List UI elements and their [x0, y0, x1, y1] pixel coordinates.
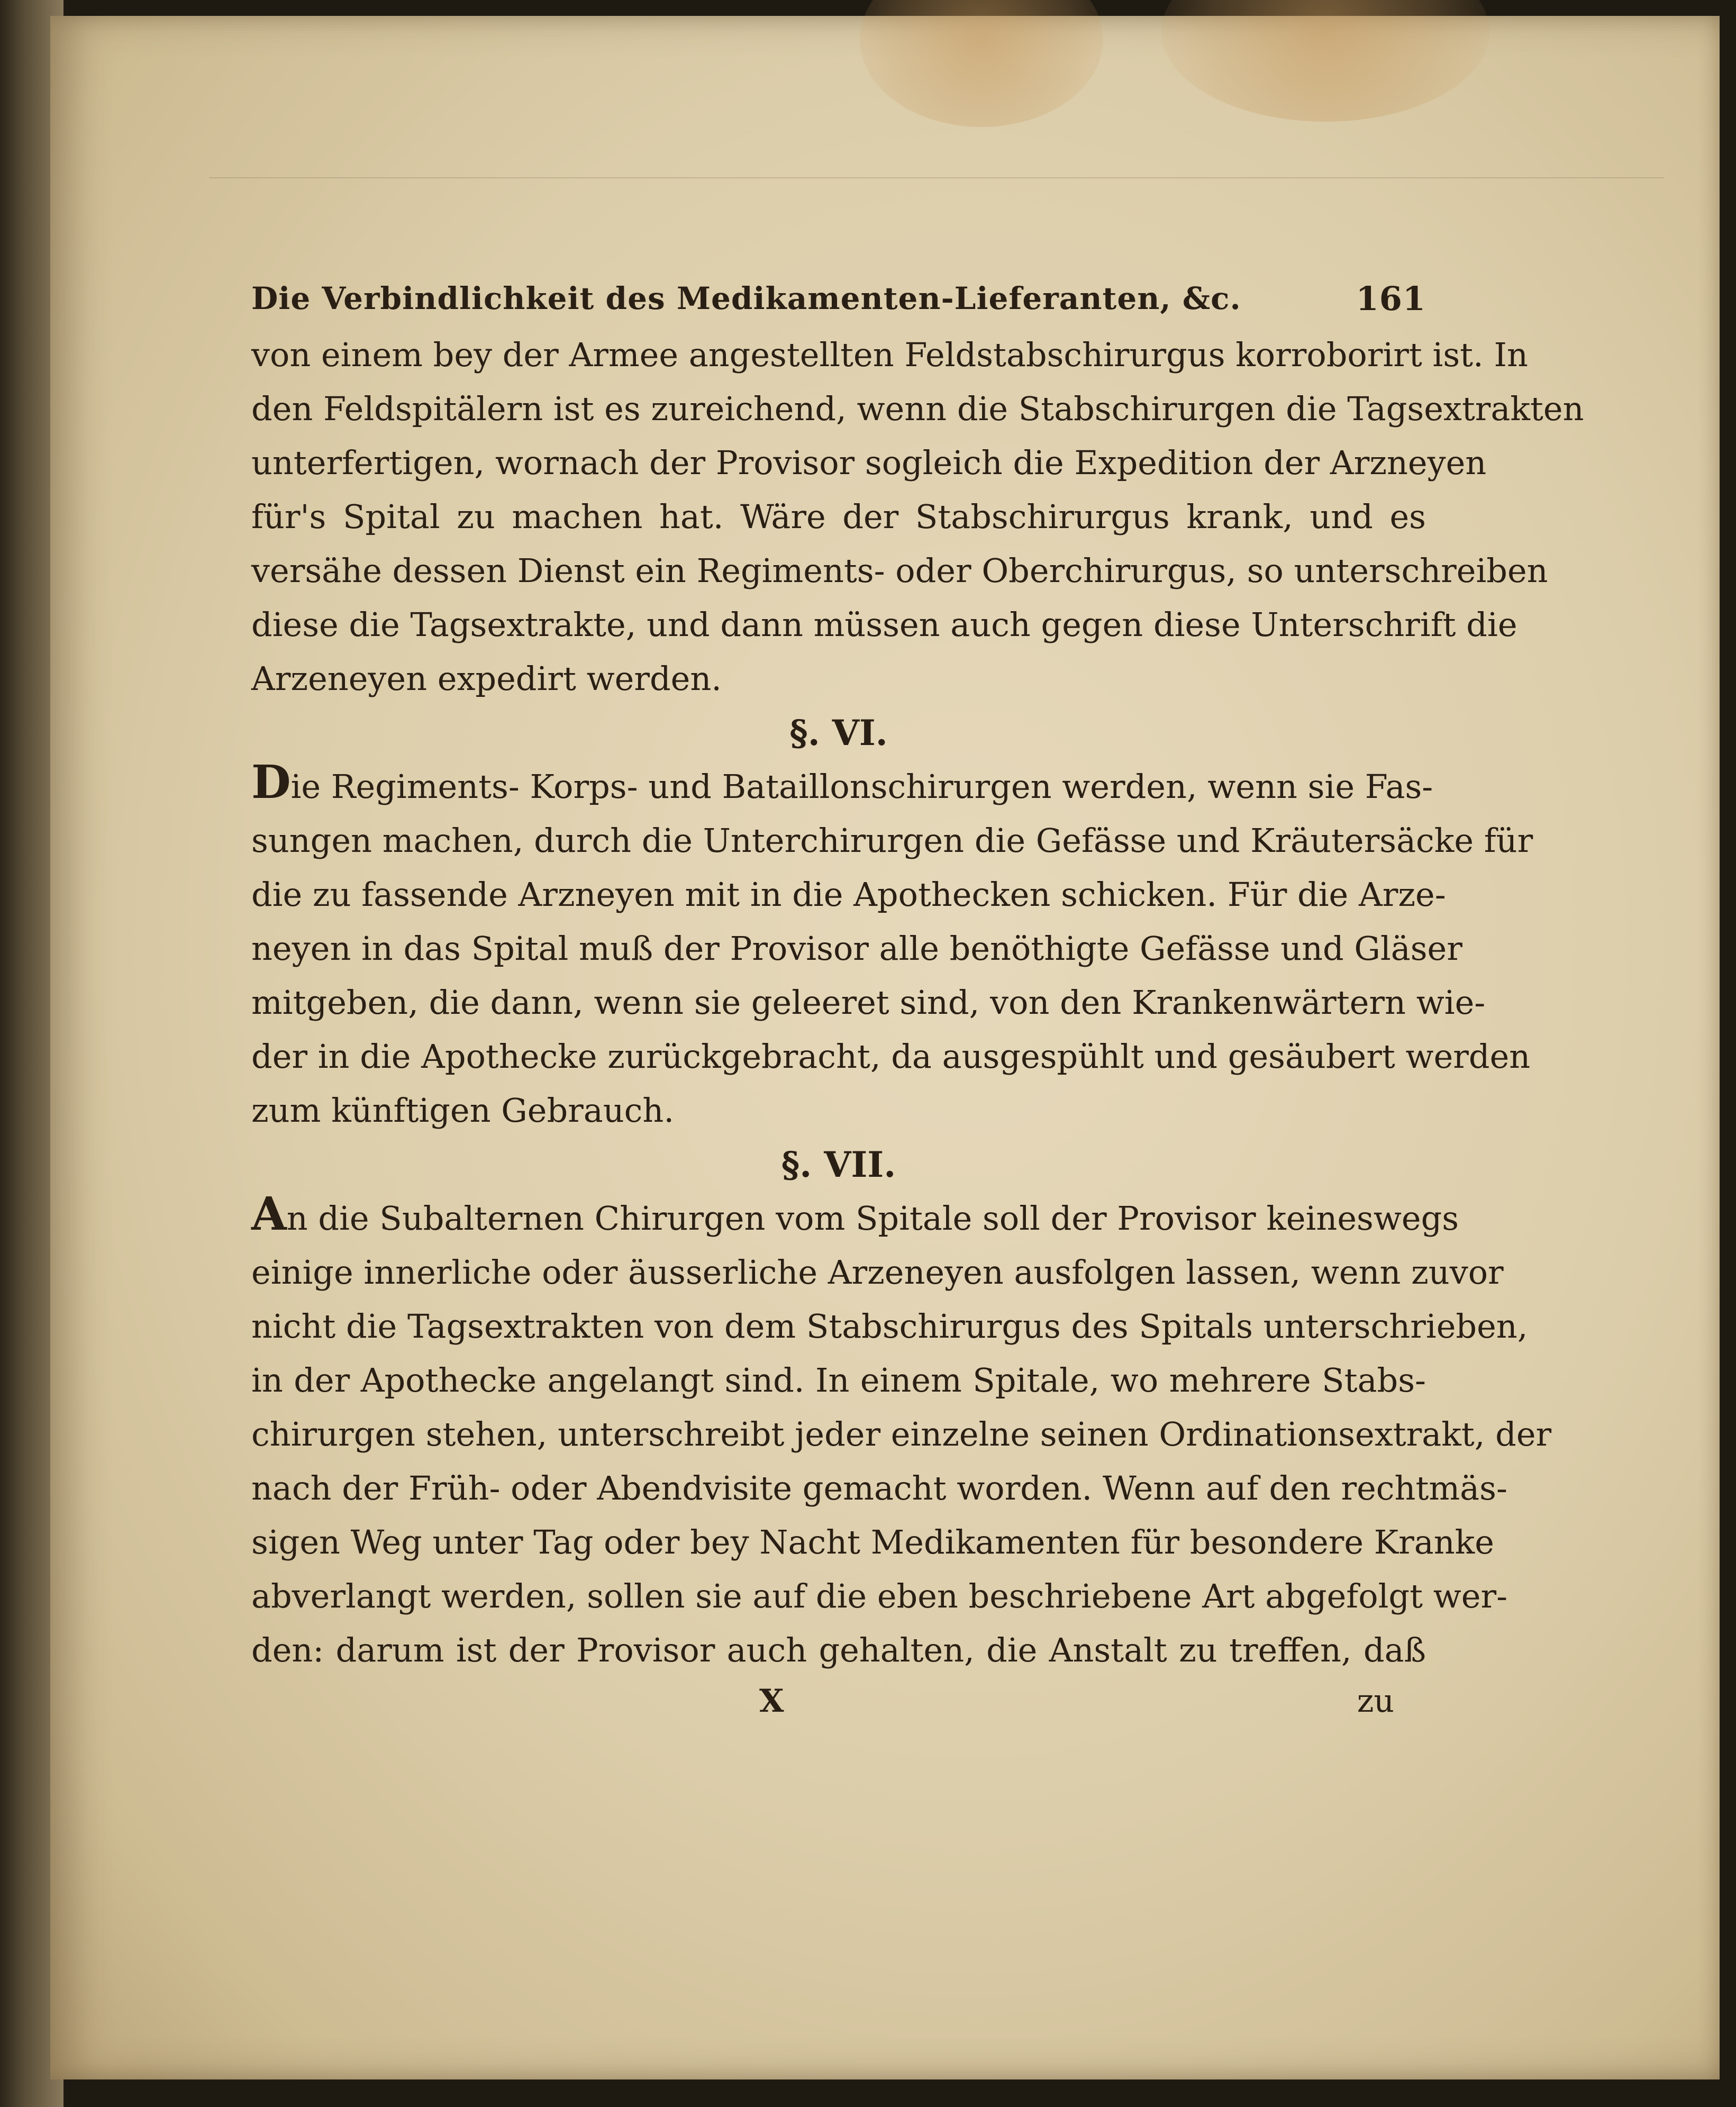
- page-footer: [251, 1677, 1426, 1731]
- text-line: chirurgen stehen, unterschreibt jeder einzelne seinen Ordinationsextrakt, der: [251, 1415, 1552, 1454]
- water-stain: [1161, 0, 1489, 122]
- paragraph-3: [251, 1187, 1552, 1677]
- signature-mark: X: [759, 1683, 784, 1720]
- text-line: [251, 756, 1433, 814]
- water-stain: [860, 0, 1103, 127]
- section-heading-6: §. VI.: [789, 712, 888, 753]
- text-line-content: ie Regiments- Korps- und Bataillonschirurgen werden, wenn sie Fas-: [290, 767, 1433, 806]
- text-line: in der Apothecke angelangt sind. In einem Spitale, wo mehrere Stabs-: [251, 1361, 1426, 1400]
- text-line: abverlangt werden, sollen sie auf die eben beschriebene Art abgefolgt wer-: [251, 1577, 1508, 1615]
- catchword: zu: [1357, 1683, 1394, 1720]
- text-line: zum künftigen Gebrauch.: [251, 1091, 675, 1130]
- running-head-title: Die Verbindlichkeit des Medikamenten-Lieferanten, &c.: [251, 280, 1241, 316]
- text-line: mitgeben, die dann, wenn sie geleeret sind, von den Krankenwärtern wie-: [251, 983, 1486, 1022]
- text-line: sungen machen, durch die Unterchirurgen die Gefässe und Kräutersäcke für: [251, 821, 1533, 860]
- text-line: den: darum ist der Provisor auch gehalten, die Anstalt zu treffen, daß: [251, 1631, 1426, 1669]
- text-line: [251, 1187, 1459, 1246]
- text-line: von einem bey der Armee angestellten Feldstabschirurgus korroborirt ist. In: [251, 335, 1528, 374]
- text-line: versähe dessen Dienst ein Regiments- oder Oberchirurgus, so unterschreiben: [251, 551, 1548, 590]
- text-line: neyen in das Spital muß der Provisor alle benöthigte Gefässe und Gläser: [251, 929, 1462, 968]
- running-head: [251, 270, 1426, 328]
- text-line: diese die Tagsextrakte, und dann müssen auch gegen diese Unterschrift die: [251, 605, 1517, 644]
- page-crease: [209, 177, 1664, 178]
- book-page: [50, 16, 1720, 2079]
- drop-cap: D: [251, 756, 291, 809]
- paragraph-2: [251, 756, 1533, 1138]
- text-line: einige innerliche oder äusserliche Arzeneyen ausfolgen lassen, wenn zuvor: [251, 1253, 1504, 1292]
- paragraph-1: [251, 328, 1584, 706]
- page-text: [251, 270, 1584, 1731]
- page-number: 161: [1356, 279, 1426, 318]
- text-line: der in die Apothecke zurückgebracht, da ausgespühlt und gesäubert werden: [251, 1037, 1531, 1076]
- text-line: sigen Weg unter Tag oder bey Nacht Medikamenten für besondere Kranke: [251, 1523, 1494, 1561]
- drop-cap: A: [251, 1187, 287, 1241]
- text-line: nicht die Tagsextrakten von dem Stabschirurgus des Spitals unterschrieben,: [251, 1307, 1528, 1346]
- section-heading-7: §. VII.: [781, 1144, 896, 1185]
- text-line: nach der Früh- oder Abendvisite gemacht worden. Wenn auf den rechtmäs-: [251, 1469, 1507, 1507]
- text-line: die zu fassende Arzneyen mit in die Apothecken schicken. Für die Arze-: [251, 875, 1446, 914]
- text-line: unterfertigen, wornach der Provisor sogleich die Expedition der Arzneyen: [251, 443, 1487, 482]
- text-line: den Feldspitälern ist es zureichend, wenn die Stabschirurgen die Tagsextrakten: [251, 389, 1584, 428]
- text-line-content: n die Subalternen Chirurgen vom Spitale soll der Provisor keineswegs: [286, 1199, 1459, 1238]
- text-line: für's Spital zu machen hat. Wäre der Stabschirurgus krank, und es: [251, 497, 1426, 536]
- text-line: Arzeneyen expedirt werden.: [251, 659, 722, 698]
